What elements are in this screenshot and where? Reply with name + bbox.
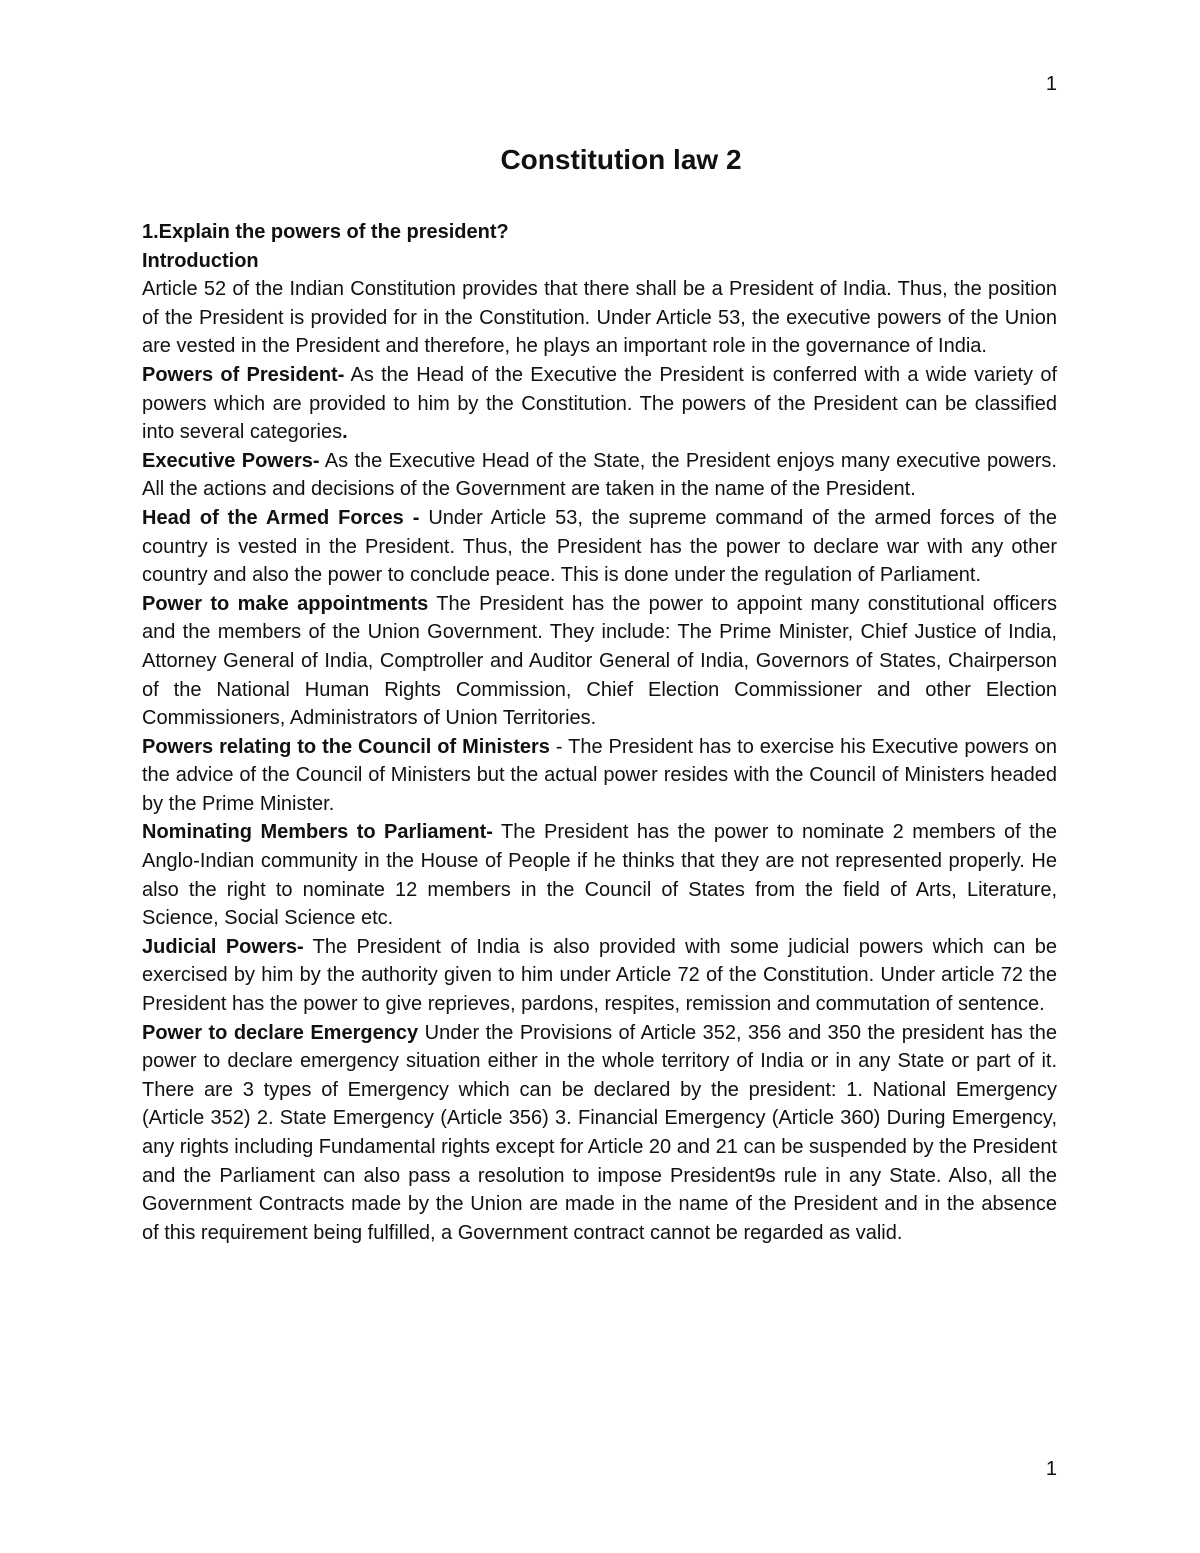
paragraph-heading: Judicial Powers- xyxy=(142,935,304,958)
document-title: Constitution law 2 xyxy=(500,144,742,175)
paragraph-council-of-ministers: Powers relating to the Council of Ministers - The President has to exercise his Executive powers on the advice of the Council of Ministers but the actual power resides with the Council of Ministers headed by the Prime Minister. xyxy=(142,735,1057,815)
paragraph-introduction: Article 52 of the Indian Constitution provides that there shall be a President of India. Thus, the position of the President is provided for in the Constitution. Under Article 53, the executive powers of the Union are vested in the President and therefore, he plays an important role in the governance of India. xyxy=(142,278,1057,358)
paragraph-heading: Nominating Members to Parliament- xyxy=(142,821,493,844)
question-heading: 1.Explain the powers of the president? xyxy=(142,221,509,243)
paragraph-heading: Executive Powers- xyxy=(142,449,320,472)
introduction-heading: Introduction xyxy=(142,249,259,272)
paragraph-heading: Power to make appointments xyxy=(142,592,429,615)
paragraph-heading: Powers of President- xyxy=(142,363,345,386)
paragraph-judicial-powers: Judicial Powers- The President of India is also provided with some judicial powers which can be exercised by him by the authority given to him under Article 72 of the Constitution. Under article 72 the President has the power to give reprieves, pardons, respites, remission and commutation of sentence. xyxy=(142,935,1058,1016)
paragraph-appointments: Power to make appointments The President has the power to appoint many constitutional officers and the members of the Union Government. They include: The Prime Minister, Chief Justice of India, Attorney General of India, Comptroller and Auditor General of India, Governors of States, Chairperson of the National Human Rights Commission, Chief Election Commissioner and other Election Commissioners, Administrators of Union Territories. xyxy=(142,592,1057,730)
footer-page-number: 1 xyxy=(1045,1458,1057,1480)
paragraph-executive-powers: Executive Powers- As the Executive Head of the State, the President enjoys many executive powers. All the actions and decisions of the Government are taken in the name of the President. xyxy=(142,449,1057,501)
paragraph-emergency: Power to declare Emergency Under the Provisions of Article 352, 356 and 350 the president has the power to declare emergency situation either in the whole territory of India or in any State or part of it. There are 3 types of Emergency which can be declared by the president: 1. National Emergency (Article 352) 2. State Emergency (Article 356) 3. Financial Emergency (Article 360) During Emergency, any rights including Fundamental rights except for Article 20 and 21 can be suspended by the President and the Parliament can also pass a resolution to impose President9s rule in any State. Also, all the Government Contracts made by the Union are made in the name of the President and in the absence of this requirement being fulfilled, a Government contract cannot be regarded as valid. xyxy=(142,1021,1058,1244)
paragraph-powers-of-president: Powers of President- As the Head of the Executive the President is conferred with a wide variety of powers which are provided to him by the Constitution. The powers of the President can be classified into several categories. xyxy=(142,363,1058,444)
paragraph-heading: Powers relating to the Council of Ministers xyxy=(142,735,550,758)
document-body xyxy=(142,218,1057,1247)
paragraph-heading: Power to declare Emergency xyxy=(142,1021,419,1044)
paragraph-nominating-members: Nominating Members to Parliament- The President has the power to nominate 2 members of the Anglo-Indian community in the House of People if he thinks that they are not represented properly. He also the right to nominate 12 members in the Council of States from the field of Arts, Literature, Science, Social Science etc. xyxy=(142,821,1057,930)
paragraph-heading: Head of the Armed Forces - xyxy=(142,506,420,529)
paragraph-armed-forces: Head of the Armed Forces - Under Article 53, the supreme command of the armed forces of the country is vested in the President. Thus, the President has the power to declare war with any other country and also the power to conclude peace. This is done under the regulation of Parliament. xyxy=(142,506,1058,587)
header-page-number: 1 xyxy=(1045,73,1057,95)
